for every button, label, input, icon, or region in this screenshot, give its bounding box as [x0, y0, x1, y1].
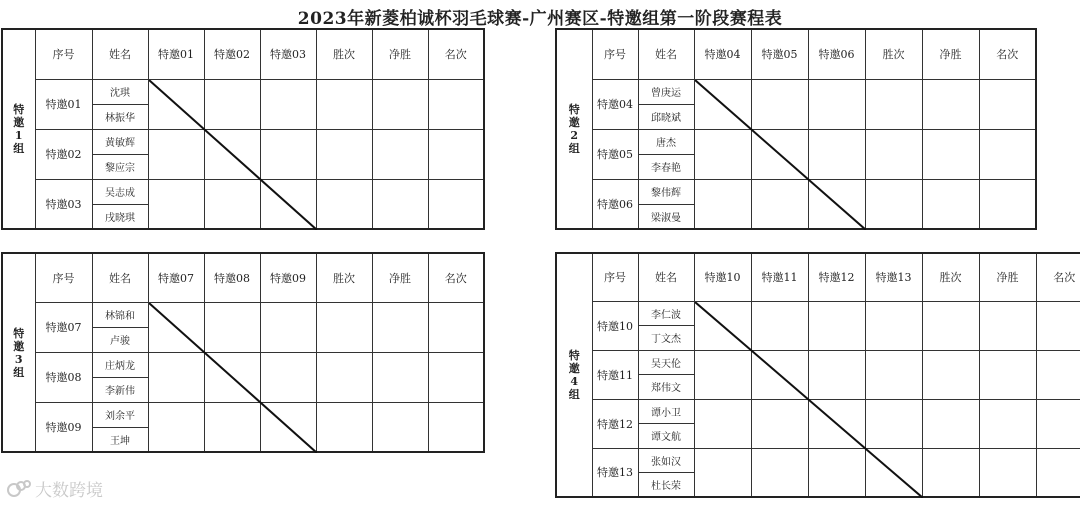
group-name-char: 组 [13, 142, 25, 155]
schedule-table-group-1 [1, 28, 485, 230]
summary-cell [316, 129, 372, 179]
schedule-table-group-4 [555, 252, 1080, 498]
watermark [6, 476, 103, 501]
group-name [2, 29, 35, 229]
header-net: 净胜 [372, 253, 428, 302]
summary-cell [428, 302, 484, 352]
player-name: 黎应宗 [92, 154, 148, 179]
summary-cell [372, 352, 428, 402]
match-result-cell [694, 79, 751, 129]
match-result-cell [260, 179, 316, 229]
summary-cell [979, 79, 1036, 129]
header-rank: 名次 [1036, 253, 1080, 301]
player-name: 吴天伦 [638, 350, 694, 375]
match-result-cell [694, 179, 751, 229]
match-result-cell [204, 352, 260, 402]
player-name: 黎伟辉 [638, 179, 694, 204]
match-result-cell [808, 350, 865, 399]
team-seq: 特邀11 [592, 350, 638, 399]
match-result-cell [260, 352, 316, 402]
player-name: 梁淑曼 [638, 204, 694, 229]
summary-cell [428, 79, 484, 129]
match-result-cell [260, 79, 316, 129]
header-opponent: 特邀13 [865, 253, 922, 301]
match-result-cell [865, 399, 922, 448]
header-net: 净胜 [979, 253, 1036, 301]
match-result-cell [148, 129, 204, 179]
match-result-cell [694, 350, 751, 399]
player-name: 林锦和 [92, 302, 148, 327]
match-result-cell [260, 402, 316, 452]
player-name: 谭小卫 [638, 399, 694, 424]
summary-cell [316, 302, 372, 352]
summary-cell [922, 350, 979, 399]
team-seq: 特邀03 [35, 179, 92, 229]
brand-logo-icon [6, 478, 32, 500]
table-row [556, 129, 1036, 154]
header-opponent: 特邀06 [808, 29, 865, 79]
summary-cell [428, 352, 484, 402]
summary-cell [372, 79, 428, 129]
player-name: 杜长荣 [638, 473, 694, 498]
summary-cell [979, 399, 1036, 448]
match-result-cell [148, 402, 204, 452]
player-name: 李仁波 [638, 301, 694, 326]
group-name-char: 组 [568, 388, 580, 401]
player-name: 庄炳龙 [92, 352, 148, 377]
summary-cell [372, 302, 428, 352]
player-name: 吴志成 [92, 179, 148, 204]
header-name: 姓名 [92, 29, 148, 79]
player-name: 黄敏辉 [92, 129, 148, 154]
match-result-cell [260, 129, 316, 179]
match-result-cell [865, 301, 922, 350]
table-row [2, 302, 484, 327]
table-row [2, 352, 484, 377]
watermark-text: 大数跨境 [35, 481, 103, 501]
player-name: 卢骏 [92, 327, 148, 352]
match-result-cell [204, 129, 260, 179]
match-result-cell [808, 448, 865, 497]
group-name-char: 邀 [13, 339, 25, 353]
match-result-cell [751, 301, 808, 350]
team-seq: 特邀07 [35, 302, 92, 352]
player-name: 张如汉 [638, 448, 694, 473]
player-name: 郑伟文 [638, 375, 694, 400]
match-result-cell [694, 399, 751, 448]
team-seq: 特邀06 [592, 179, 638, 229]
match-result-cell [204, 302, 260, 352]
header-name: 姓名 [638, 29, 694, 79]
header-opponent: 特邀03 [260, 29, 316, 79]
table-row [556, 399, 1080, 424]
summary-cell [922, 179, 979, 229]
player-name: 戌晓琪 [92, 204, 148, 229]
group-name-char: 2 [570, 129, 579, 142]
header-rank: 名次 [428, 253, 484, 302]
header-rank: 名次 [979, 29, 1036, 79]
group-name [556, 253, 592, 497]
match-result-cell [204, 79, 260, 129]
team-seq: 特邀08 [35, 352, 92, 402]
match-result-cell [808, 301, 865, 350]
player-name: 邱晓斌 [638, 104, 694, 129]
header-opponent: 特邀09 [260, 253, 316, 302]
schedule-table-group-2 [555, 28, 1037, 230]
match-result-cell [204, 402, 260, 452]
match-result-cell [865, 350, 922, 399]
summary-cell [1036, 301, 1080, 350]
player-name: 李春艳 [638, 154, 694, 179]
group-name-char: 特 [568, 103, 580, 116]
schedule-table-group-3 [1, 252, 485, 453]
header-name: 姓名 [92, 253, 148, 302]
summary-cell [428, 129, 484, 179]
summary-cell [372, 402, 428, 452]
header-name: 姓名 [638, 253, 694, 301]
team-seq: 特邀04 [592, 79, 638, 129]
summary-cell [316, 179, 372, 229]
player-name: 林振华 [92, 104, 148, 129]
team-seq: 特邀10 [592, 301, 638, 350]
group-name [2, 253, 35, 452]
table-row [2, 402, 484, 427]
player-name: 王坤 [92, 427, 148, 452]
summary-cell [428, 179, 484, 229]
summary-cell [316, 352, 372, 402]
table-row [556, 179, 1036, 204]
header-rank: 名次 [428, 29, 484, 79]
page-title: 2023年新菱柏诚杯羽毛球赛-广州赛区-特邀组第一阶段赛程表 [297, 9, 783, 29]
group-name-char: 1 [14, 129, 23, 142]
header-opponent: 特邀12 [808, 253, 865, 301]
summary-cell [316, 402, 372, 452]
group-name-char: 组 [568, 142, 580, 155]
match-result-cell [148, 79, 204, 129]
group-name-char: 特 [568, 349, 580, 362]
match-result-cell [808, 129, 865, 179]
header-wins: 胜次 [316, 253, 372, 302]
header-opponent: 特邀07 [148, 253, 204, 302]
group-name-char: 4 [570, 375, 579, 388]
header-opponent: 特邀01 [148, 29, 204, 79]
match-result-cell [148, 302, 204, 352]
table-row [556, 350, 1080, 375]
summary-cell [372, 179, 428, 229]
header-opponent: 特邀08 [204, 253, 260, 302]
team-seq: 特邀13 [592, 448, 638, 497]
header-seq: 序号 [592, 253, 638, 301]
match-result-cell [808, 79, 865, 129]
table-row [556, 79, 1036, 104]
summary-cell [428, 402, 484, 452]
summary-cell [979, 129, 1036, 179]
summary-cell [865, 79, 922, 129]
match-result-cell [751, 179, 808, 229]
header-wins: 胜次 [316, 29, 372, 79]
match-result-cell [148, 179, 204, 229]
summary-cell [922, 448, 979, 497]
table-row [2, 79, 484, 104]
header-net: 净胜 [372, 29, 428, 79]
summary-cell [922, 129, 979, 179]
summary-cell [922, 399, 979, 448]
group-name-char: 邀 [13, 116, 25, 129]
match-result-cell [751, 399, 808, 448]
header-seq: 序号 [592, 29, 638, 79]
summary-cell [979, 448, 1036, 497]
summary-cell [922, 301, 979, 350]
header-wins: 胜次 [922, 253, 979, 301]
header-opponent: 特邀10 [694, 253, 751, 301]
match-result-cell [751, 79, 808, 129]
group-name-char: 特 [13, 103, 25, 116]
match-result-cell [148, 352, 204, 402]
group-name-char: 3 [14, 352, 23, 366]
player-name: 沈琪 [92, 79, 148, 104]
match-result-cell [808, 179, 865, 229]
player-name: 曾庚运 [638, 79, 694, 104]
summary-cell [316, 79, 372, 129]
match-result-cell [751, 129, 808, 179]
summary-cell [865, 179, 922, 229]
summary-cell [979, 350, 1036, 399]
table-row [2, 129, 484, 154]
team-seq: 特邀09 [35, 402, 92, 452]
player-name: 刘余平 [92, 402, 148, 427]
match-result-cell [751, 448, 808, 497]
summary-cell [865, 129, 922, 179]
summary-cell [1036, 448, 1080, 497]
header-opponent: 特邀11 [751, 253, 808, 301]
summary-cell [1036, 399, 1080, 448]
match-result-cell [260, 302, 316, 352]
player-name: 李新伟 [92, 377, 148, 402]
table-row [556, 301, 1080, 326]
summary-cell [922, 79, 979, 129]
group-name-char: 邀 [568, 362, 580, 375]
group-name-char: 组 [13, 365, 25, 379]
match-result-cell [694, 448, 751, 497]
player-name: 唐杰 [638, 129, 694, 154]
header-net: 净胜 [922, 29, 979, 79]
player-name: 谭文航 [638, 424, 694, 449]
header-seq: 序号 [35, 253, 92, 302]
group-name [556, 29, 592, 229]
header-opponent: 特邀02 [204, 29, 260, 79]
header-opponent: 特邀04 [694, 29, 751, 79]
header-wins: 胜次 [865, 29, 922, 79]
summary-cell [1036, 350, 1080, 399]
summary-cell [979, 301, 1036, 350]
match-result-cell [751, 350, 808, 399]
team-seq: 特邀01 [35, 79, 92, 129]
team-seq: 特邀12 [592, 399, 638, 448]
group-name-char: 特 [13, 326, 25, 340]
table-row [556, 448, 1080, 473]
match-result-cell [808, 399, 865, 448]
team-seq: 特邀05 [592, 129, 638, 179]
group-name-char: 邀 [568, 116, 580, 129]
match-result-cell [694, 129, 751, 179]
summary-cell [372, 129, 428, 179]
table-row [2, 179, 484, 204]
match-result-cell [865, 448, 922, 497]
match-result-cell [694, 301, 751, 350]
header-opponent: 特邀05 [751, 29, 808, 79]
match-result-cell [204, 179, 260, 229]
header-seq: 序号 [35, 29, 92, 79]
team-seq: 特邀02 [35, 129, 92, 179]
player-name: 丁文杰 [638, 326, 694, 351]
summary-cell [979, 179, 1036, 229]
